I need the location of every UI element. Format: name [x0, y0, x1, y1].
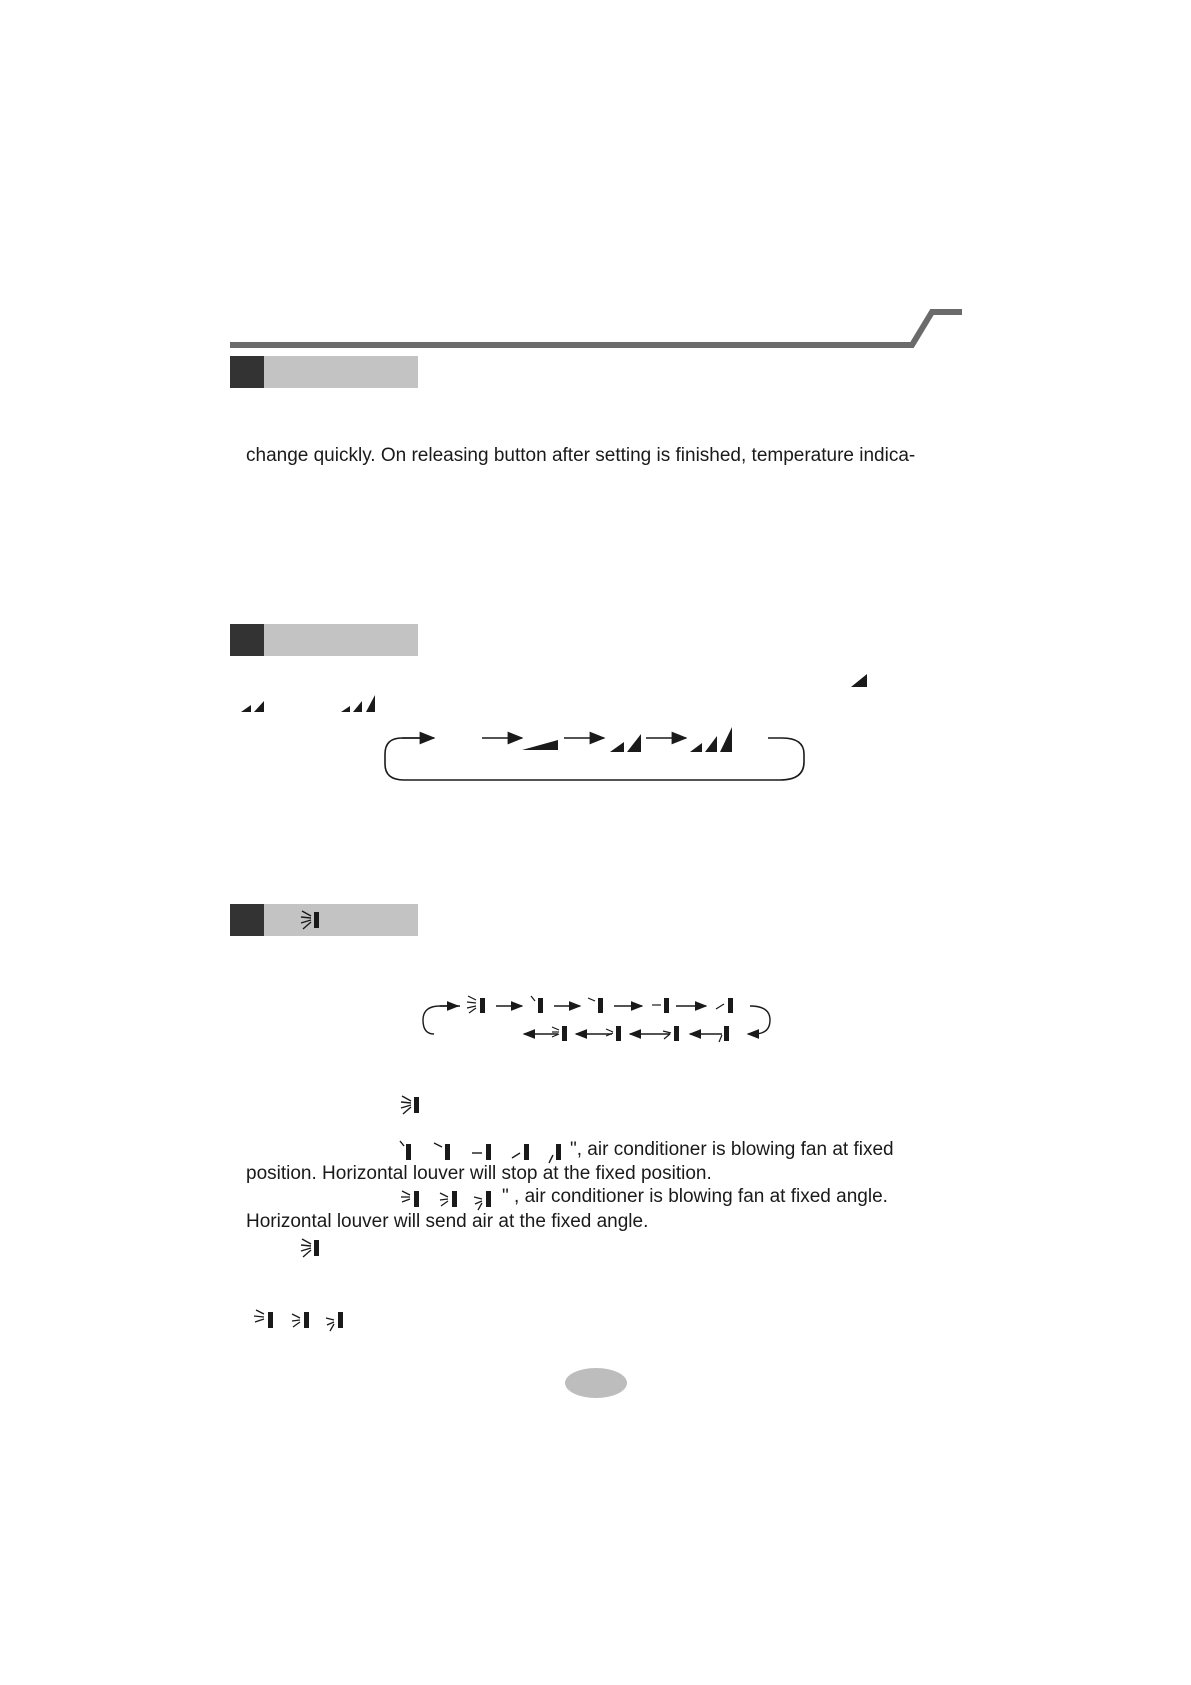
section-marker [230, 904, 264, 936]
temperature-text-line: change quickly. On releasing button after setting is finished, temperature indica- [246, 445, 916, 466]
section-header-swing [230, 904, 418, 936]
fixed-position-text: ", air conditioner is blowing fan at fixed [570, 1139, 894, 1160]
section-marker [230, 356, 264, 388]
fan-speed-cycle-diagram [380, 720, 810, 790]
fan-speed-high-icon [340, 694, 380, 714]
fan-speed-medium-icon [240, 698, 270, 714]
section-marker [230, 624, 264, 656]
swing-louver-icon [400, 1093, 424, 1117]
swing-louver-icon [300, 908, 324, 932]
fixed-angle-text-cont: Horizontal louver will send air at the fixed angle. [246, 1211, 649, 1232]
fan-speed-low-icon [850, 673, 870, 689]
page-number-badge [565, 1368, 627, 1398]
section-header-temperature [230, 356, 418, 388]
fixed-position-text-cont: position. Horizontal louver will stop at the fixed position. [246, 1163, 712, 1184]
section-header-fan [230, 624, 418, 656]
swing-cycle-diagram [420, 990, 780, 1050]
angle-icons-row [252, 1308, 352, 1334]
fixed-angle-text: " , air conditioner is blowing fan at fixed angle. [502, 1186, 888, 1207]
swing-louver-icon [300, 1236, 324, 1260]
